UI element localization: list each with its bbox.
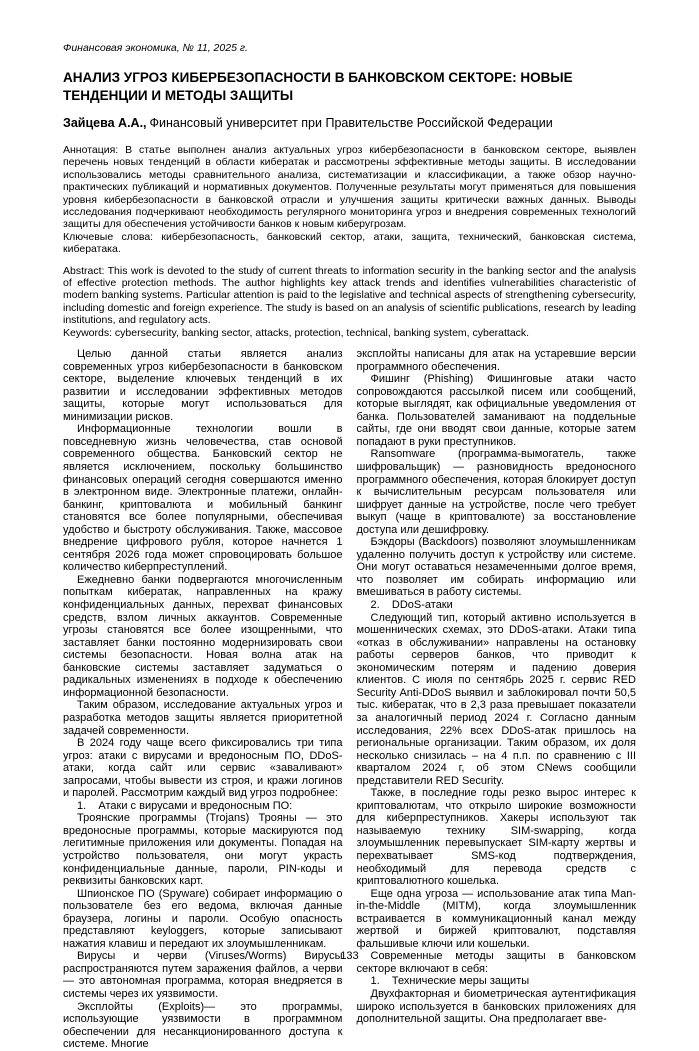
- body-paragraph: Ежедневно банки подвергаются многочисленным попыткам кибератак, направленных на кражу конфиденциальных данных, перехват финансовых средств, взлом личных аккаунтов. Современные угрозы становятся все более изощренными, что заставляет банки постоянно модернизировать свои системы безопасности. Новая волна атак на банковские системы заставляет задуматься о радикальных изменениях в подходе к обеспечению информационной безопасности.: [63, 573, 343, 699]
- body-paragraph: Таким образом, исследование актуальных угроз и разработка методов защиты является приоритетной задачей современности.: [63, 699, 343, 737]
- body-paragraph: Троянские программы (Trojans) Трояны — это вредоносные программы, которые маскируются под легитимные приложения или документы. Попадая на устройство пользователя, они могут украсть конфиденциальные данные, пароли, PIN-коды и реквизиты банковских карт.: [63, 812, 343, 888]
- abstract-block: [63, 265, 636, 339]
- annotation-text: Аннотация: В статье выполнен анализ актуальных угроз кибербезопасности в банковском секторе, выявлен перечень новых тенденций в области кибератак и рассмотрены эффективные методы защиты. В исследовании использовались методы сравнительного анализа, систематизации и классификации, а также обзор научно-практических публикаций и нормативных документов. Полученные результаты могут применяться для повышения уровня кибербезопасности в банковской отрасли и улучшения защиты критически важных данных. Выводы исследования подчеркивают необходимость регулярного мониторинга угроз и внедрения современных технологий защиты для обеспечения устойчивости банков к новым киберугрозам.: [63, 144, 636, 231]
- abstract-text: Abstract: This work is devoted to the study of current threats to information security in the banking sector and the analysis of effective protection methods. The author highlights key attack trends and identifies vulnerabilities characteristic of modern banking systems. Particular attention is paid to the legislative and technical aspects of strengthening cybersecurity, including domestic and foreign experience. The study is based on an analysis of scientific publications, research by leading institutions, and regulatory acts.: [63, 264, 636, 327]
- author-name: Зайцева А.А.,: [63, 116, 147, 130]
- annotation-block: [63, 144, 636, 256]
- body-paragraph: Целью данной статьи является анализ современных угроз кибербезопасности в банковском секторе, выделение ключевых тенденций в их развитии и исследовании эффективных методов защиты, которые могут использоваться для минимизации рисков.: [63, 348, 343, 423]
- body-paragraph: 1. Технические меры защиты: [370, 975, 530, 988]
- body-paragraph: Шпионское ПО (Spyware) собирает информацию о пользователе без его ведома, включая данные браузера, логины и пароли. Особую опасность представляют keyloggers, которые записывают нажатия клавиш и передают их злоумышленникам.: [63, 887, 343, 950]
- body-paragraph: Ransomware (программа-вымогатель, также шифровальщик) — разновидность вредоносного программного обеспечения, которая блокирует доступ к вычислительным ресурсам пользователя или шифрует данные на устройстве, после чего требует выкуп (чаще в криптовалюте) за восстановление доступа или дешифровку.: [356, 448, 636, 536]
- left-column: [63, 348, 343, 1051]
- body-paragraph: Современные методы защиты в банковском секторе включают в себя:: [356, 950, 636, 975]
- body-paragraph: 2. DDoS-атаки: [370, 599, 453, 612]
- author-line: [63, 116, 636, 131]
- right-column: [356, 348, 637, 1026]
- body-paragraph: Эксплойты (Exploits)— это программы, использующие уязвимости в программном обеспечении для несанкционированного доступа к системе. Многие: [63, 1000, 343, 1051]
- body-paragraph: Следующий тип, который активно используется в мошеннических схемах, это DDoS-атаки. Атаки типа «отказ в обслуживании» направлены на остановку работы серверов банков, что приводит к экономическим потерям и падению доверия клиентов. С июля по сентябрь 2025 г. сервис RED Security Anti-DDoS выявил и заблокировал почти 50,5 тыс. кибератак, что в 2,3 раза превышает показатели за аналогичный период 2024 г. Согласно данным исследования, 22% всех DDoS-атак пришлось на региональные организации. Таким образом, их доля несколько снизилась – на 4 п.п. по сравнению с III кварталом 2024 г, об этом CNews сообщили представители RED Security.: [356, 611, 636, 787]
- article-title: АНАЛИЗ УГРОЗ КИБЕРБЕЗОПАСНОСТИ В БАНКОВСКОМ СЕКТОРЕ: НОВЫЕ ТЕНДЕНЦИИ И МЕТОДЫ ЗАЩИТЫ: [63, 70, 573, 103]
- body-paragraph: Вирусы и черви (Viruses/Worms) Вирусы распространяются путем заражения файлов, а черви — это автономная программа, которая внедряется в системы через их уязвимости.: [63, 950, 343, 1000]
- body-paragraph: Информационные технологии вошли в повседневную жизнь человечества, став основой современного общества. Банковский сектор не является исключением, поскольку большинство финансовых операций сегодня совершаются именно в электронном виде. Электронные платежи, онлайн-банкинг, криптовалюта и мобильный банкинг становятся все более популярными, обеспечивая удобство и быстроту обслуживания. Также, массовое внедрение цифрового рубля, которое начнется 1 сентября 2026 года может спровоцировать большое количество киберпреступлений.: [63, 423, 343, 574]
- journal-header: Финансовая экономика, № 11, 2025 г.: [63, 42, 248, 54]
- keywords-en: Keywords: cybersecurity, banking sector, attacks, protection, technical, banking system, cyberattack.: [63, 326, 530, 339]
- body-paragraph: Бэкдоры (Backdoors) позволяют злоумышленникам удаленно получить доступ к устройству или системе. Они могут оставаться незамеченными долгое время, что позволяет им собирать информацию или вмешиваться в работу системы.: [356, 536, 636, 599]
- body-paragraph: Также, в последние годы резко вырос интерес к криптовалютам, что открыло широкие возможности для киберпреступников. Хакеры используют так называемую технику SIM-swapping, когда злоумышленник перевыпускает SIM-карту жертвы и перехватывает SMS-код подтверждения, необходимый для перевода средств с криптовалютного кошелька.: [356, 787, 636, 888]
- author-affiliation: Финансовый университет при Правительстве Российской Федерации: [149, 116, 553, 130]
- body-paragraph: Еще одна угроза — использование атак типа Man-in-the-Middle (MITM), когда злоумышленник встраивается в коммуникационный канал между жертвой и биржей криптовалют, подставляя фальшивые ключи или кошельки.: [356, 887, 636, 950]
- body-paragraph: В 2024 году чаще всего фиксировались три типа угроз: атаки с вирусами и вредоносным ПО, DDoS-атаки, когда сайт или сервис «заваливают» запросами, чтобы вывести из строя, и кражи логинов и паролей. Рассмотрим каждый вид угроз подробнее:: [63, 737, 343, 800]
- body-paragraph: Фишинг (Phishing) Фишинговые атаки часто сопровождаются рассылкой писем или сообщений, которые выглядят, как официальные уведомления от банка. Пользователей заманивают на поддельные сайты, где они вводят свои данные, которые затем попадают в руки преступников.: [356, 373, 636, 448]
- keywords-ru: Ключевые слова: кибербезопасность, банковский сектор, атаки, защита, технический, банковская система, кибератака.: [63, 230, 636, 256]
- body-paragraph: Двухфакторная и биометрическая аутентификация широко используется в банковских приложениях для дополнительной защиты. Она предполагает вве-: [356, 987, 636, 1026]
- body-paragraph: эксплойты написаны для атак на устаревшие версии программного обеспечения.: [356, 348, 636, 373]
- page-number: 133: [340, 950, 359, 962]
- body-paragraph: 1. Атаки с вирусами и вредоносным ПО:: [77, 799, 293, 812]
